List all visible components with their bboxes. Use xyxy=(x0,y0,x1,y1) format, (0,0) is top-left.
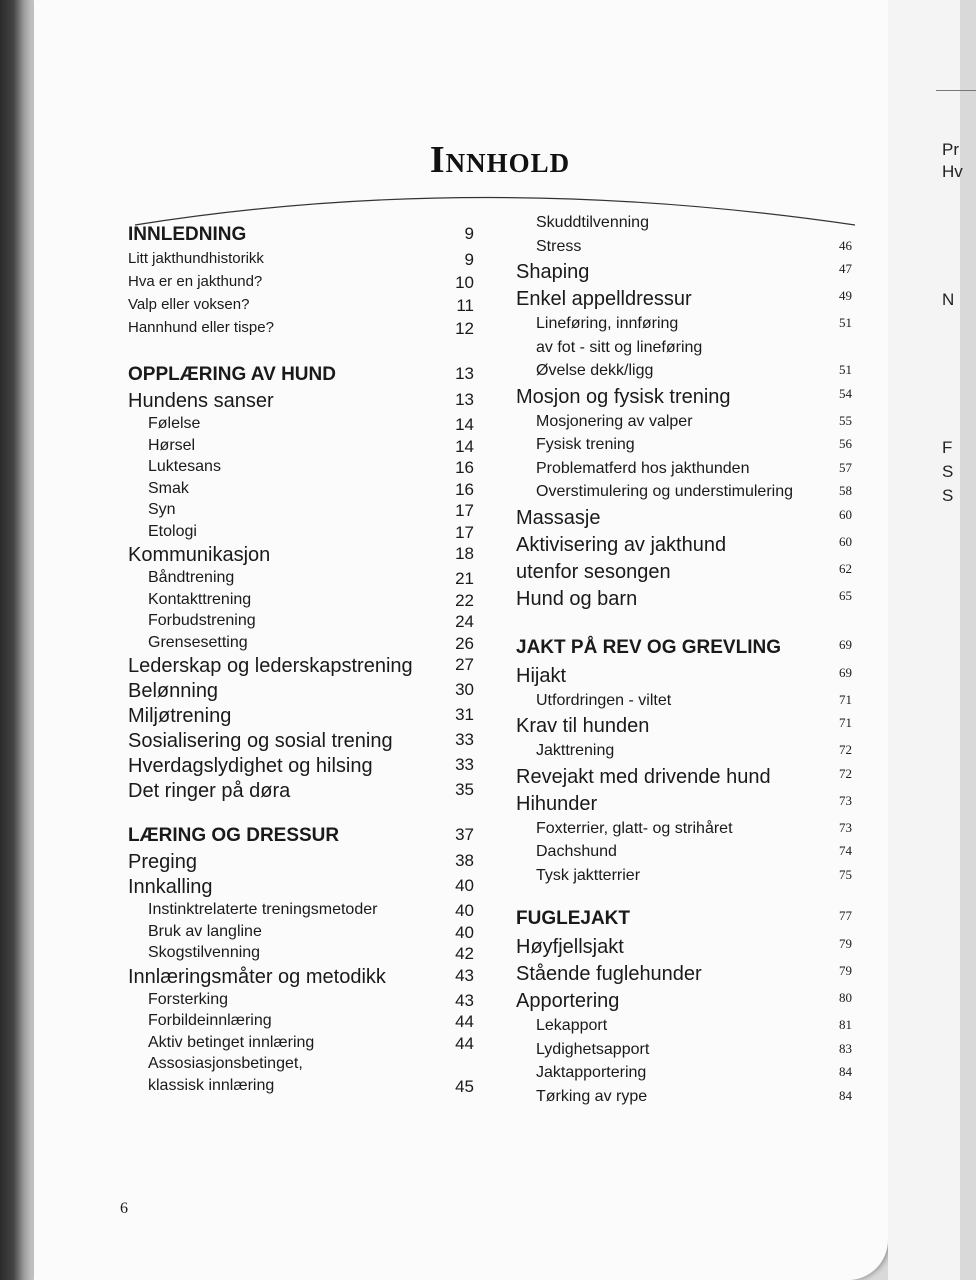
facing-page-fragment: Pr xyxy=(942,140,959,159)
toc-entry-page: 71 xyxy=(839,715,852,730)
toc-entry-page: 13 xyxy=(455,364,474,383)
toc-entry-page: 51 xyxy=(839,362,852,377)
toc-entry-title: Dachshund xyxy=(536,843,617,860)
toc-entry xyxy=(128,480,488,502)
toc-entry-page: 35 xyxy=(455,780,474,799)
toc-entry-page: 38 xyxy=(455,851,474,870)
toc-entry-page: 44 xyxy=(455,1012,474,1031)
toc-entry-page: 62 xyxy=(839,560,852,576)
toc-entry xyxy=(516,1017,861,1041)
toc-entry-title: Enkel appelldressur xyxy=(516,288,692,310)
toc-entry-title: Smak xyxy=(148,479,189,497)
toc-entry xyxy=(516,261,861,288)
toc-entry-title: Jaktapportering xyxy=(536,1064,647,1081)
toc-entry xyxy=(516,867,861,891)
toc-entry-title: INNLEDNING xyxy=(128,224,247,245)
toc-entry xyxy=(128,755,488,780)
toc-right-column xyxy=(516,214,861,1111)
toc-entry-page: 9 xyxy=(464,250,474,269)
toc-entry-title: Sosialisering og sosial trening xyxy=(128,730,393,752)
toc-entry xyxy=(516,386,861,413)
toc-entry-page: 30 xyxy=(455,680,474,699)
toc-entry-title: Forbildeinnlæring xyxy=(148,1012,272,1029)
toc-entry-page: 12 xyxy=(455,319,474,338)
toc-entry xyxy=(128,364,488,390)
toc-entry-title: Problematferd hos jakthunden xyxy=(536,459,750,477)
toc-entry xyxy=(516,715,861,742)
toc-entry xyxy=(128,224,488,250)
toc-entry-page: 49 xyxy=(839,288,852,303)
toc-entry-title: Hundens sanser xyxy=(128,390,274,412)
toc-entry-page: 9 xyxy=(464,224,474,243)
toc-entry-title: Mosjonering av valper xyxy=(536,412,693,430)
toc-entry-title: Grensesetting xyxy=(148,633,248,651)
toc-entry-title: Skuddtilvenning xyxy=(536,214,649,231)
toc-entry xyxy=(516,766,861,793)
toc-entry-page: 43 xyxy=(455,990,474,1010)
toc-entry-page: 83 xyxy=(839,1040,852,1056)
toc-entry-title: Miljøtrening xyxy=(128,705,232,727)
toc-entry-title: klassisk innlæring xyxy=(148,1076,275,1094)
toc-entry-page: 60 xyxy=(839,533,852,549)
toc-entry xyxy=(128,705,488,730)
toc-entry-title: Hva er en jakthund? xyxy=(128,273,263,290)
toc-entry-page: 14 xyxy=(455,436,474,456)
toc-entry-title: Båndtrening xyxy=(148,569,235,586)
toc-entry-page: 81 xyxy=(839,1017,852,1032)
toc-entry xyxy=(128,612,488,634)
toc-entry-title: utenfor sesongen xyxy=(516,560,671,583)
toc-entry-title: Revejakt med drivende hund xyxy=(516,765,771,788)
toc-entry-page: 51 xyxy=(839,315,852,330)
toc-entry-title: Hijakt xyxy=(516,664,567,687)
toc-entry-title: Lydighetsapport xyxy=(536,1040,650,1058)
toc-entry-page: 58 xyxy=(839,483,852,498)
toc-entry xyxy=(128,730,488,755)
toc-entry xyxy=(516,413,861,437)
toc-entry-title: Krav til hunden xyxy=(516,715,650,737)
toc-entry-title: Assosiasjonsbetinget, xyxy=(148,1055,303,1072)
toc-entry xyxy=(128,944,488,966)
toc-entry-title: Innlæringsmåter og metodikk xyxy=(128,965,386,988)
toc-entry xyxy=(516,339,861,363)
toc-entry xyxy=(128,1055,488,1077)
toc-entry-page: 54 xyxy=(839,385,852,401)
toc-entry xyxy=(516,588,861,615)
toc-entry xyxy=(128,655,488,680)
toc-entry-title: Lekapport xyxy=(536,1017,608,1034)
toc-entry-title: Tysk jaktterrier xyxy=(536,866,641,884)
toc-entry xyxy=(128,851,488,876)
toc-entry-title: Instinktrelaterte treningsmetoder xyxy=(148,901,378,918)
toc-entry-page: 72 xyxy=(839,742,852,757)
toc-entry-title: Innkalling xyxy=(128,876,213,898)
toc-entry-page: 73 xyxy=(839,819,852,835)
page-number: 6 xyxy=(120,1200,128,1217)
toc-entry xyxy=(128,591,488,613)
toc-entry-title: Stående fuglehunder xyxy=(516,963,702,985)
toc-entry-page: 10 xyxy=(455,273,474,292)
toc-entry-title: OPPLÆRING AV HUND xyxy=(128,364,336,385)
toc-entry xyxy=(128,390,488,415)
facing-page-rule xyxy=(936,90,976,91)
toc-entry xyxy=(516,315,861,339)
page-title: Innhold xyxy=(429,139,571,181)
toc-entry-page: 56 xyxy=(839,436,852,451)
toc-entry-page: 24 xyxy=(455,612,474,631)
toc-entry-page: 18 xyxy=(455,544,474,563)
toc-entry-page: 33 xyxy=(455,730,474,749)
toc-entry-page: 16 xyxy=(455,458,474,477)
toc-entry-title: Preging xyxy=(128,851,197,873)
toc-entry xyxy=(128,1077,488,1099)
toc-entry xyxy=(128,296,488,319)
toc-entry-title: Hannhund eller tispe? xyxy=(128,319,274,336)
facing-page-fragment: S xyxy=(942,462,954,481)
toc-entry-title: Utfordringen - viltet xyxy=(536,691,672,709)
toc-entry xyxy=(516,843,861,867)
toc-entry xyxy=(516,692,861,716)
toc-entry xyxy=(516,1088,861,1112)
toc-entry xyxy=(516,908,861,936)
toc-entry-title: av fot - sitt og lineføring xyxy=(536,338,703,356)
toc-entry-page: 80 xyxy=(839,990,852,1005)
toc-entry-page: 33 xyxy=(455,755,474,774)
toc-entry-title: Stress xyxy=(536,237,582,255)
toc-entry-title: Det ringer på døra xyxy=(128,780,291,802)
toc-entry-page: 16 xyxy=(455,479,474,499)
toc-entry-page: 79 xyxy=(839,936,852,951)
toc-entry xyxy=(516,460,861,484)
toc-entry xyxy=(516,742,861,766)
toc-entry-page: 43 xyxy=(455,965,474,985)
toc-entry-page: 44 xyxy=(455,1033,474,1053)
toc-entry-title: Foxterrier, glatt- og strihåret xyxy=(536,819,733,837)
toc-entry-page: 37 xyxy=(455,825,474,844)
toc-entry-page: 69 xyxy=(839,664,852,680)
toc-entry-title: Belønning xyxy=(128,680,219,702)
toc-entry-page: 55 xyxy=(839,412,852,428)
toc-entry-page: 84 xyxy=(839,1087,852,1103)
toc-entry-title: Hihunder xyxy=(516,792,598,815)
toc-entry-page: 42 xyxy=(455,944,474,963)
toc-entry xyxy=(516,534,861,561)
facing-page-fragment: S xyxy=(942,486,954,505)
toc-entry-title: Forsterking xyxy=(148,990,229,1008)
toc-entry-page: 22 xyxy=(455,590,474,610)
toc-entry xyxy=(516,820,861,844)
toc-entry-title: Syn xyxy=(148,501,176,518)
toc-entry-title: Jakttrening xyxy=(536,742,615,759)
toc-entry-title: Øvelse dekk/ligg xyxy=(536,362,654,379)
toc-entry xyxy=(516,507,861,534)
toc-entry-title: Valp eller voksen? xyxy=(128,296,250,313)
toc-left-column xyxy=(128,224,488,1098)
toc-entry xyxy=(516,238,861,262)
toc-entry xyxy=(128,273,488,296)
toc-entry xyxy=(128,966,488,991)
toc-entry xyxy=(516,990,861,1017)
toc-entry-page: 75 xyxy=(839,866,852,882)
toc-entry-title: Tørking av rype xyxy=(536,1087,648,1105)
toc-entry xyxy=(128,250,488,273)
toc-entry xyxy=(128,991,488,1013)
toc-entry-page: 65 xyxy=(839,587,852,603)
toc-entry-title: Overstimulering og understimulering xyxy=(536,483,793,500)
toc-entry-page: 77 xyxy=(839,908,852,923)
toc-entry xyxy=(516,1064,861,1088)
toc-entry-title: Apportering xyxy=(516,990,620,1012)
toc-entry xyxy=(516,483,861,507)
toc-entry-title: Shaping xyxy=(516,261,590,283)
toc-entry-title: Aktivisering av jakthund xyxy=(516,533,727,556)
toc-entry-title: Kontakttrening xyxy=(148,590,252,608)
toc-entry-page: 72 xyxy=(839,765,852,781)
toc-entry xyxy=(128,319,488,342)
toc-entry-page: 14 xyxy=(455,415,474,434)
facing-page-edge xyxy=(888,0,963,1280)
toc-entry xyxy=(128,1012,488,1034)
toc-entry xyxy=(128,634,488,656)
facing-page-fragment: Hv xyxy=(942,162,963,181)
toc-entry-page: 17 xyxy=(455,501,474,520)
toc-entry xyxy=(128,780,488,805)
toc-entry xyxy=(516,665,861,692)
toc-entry-page: 46 xyxy=(839,237,852,253)
toc-entry-title: Forbudstrening xyxy=(148,612,256,629)
toc-entry-title: Hund og barn xyxy=(516,587,638,610)
toc-entry xyxy=(516,561,861,588)
toc-entry xyxy=(128,415,488,437)
toc-entry xyxy=(516,637,861,665)
toc-entry xyxy=(128,458,488,480)
toc-entry xyxy=(128,825,488,851)
toc-entry-page: 84 xyxy=(839,1064,852,1079)
toc-entry-page: 73 xyxy=(839,792,852,808)
toc-entry-title: Massasje xyxy=(516,506,601,529)
toc-entry-title: FUGLEJAKT xyxy=(516,908,630,929)
toc-entry xyxy=(128,923,488,945)
toc-entry xyxy=(516,793,861,820)
toc-entry-page: 74 xyxy=(839,843,852,858)
toc-entry-title: Aktiv betinget innlæring xyxy=(148,1033,315,1051)
toc-entry-title: Skogstilvenning xyxy=(148,944,261,961)
toc-entry xyxy=(516,288,861,315)
toc-entry-title: Luktesans xyxy=(148,458,221,475)
toc-entry xyxy=(516,1041,861,1065)
toc-entry-page: 57 xyxy=(839,459,852,475)
facing-page-fragment: F xyxy=(942,438,953,457)
toc-entry-title: Hverdagslydighet og hilsing xyxy=(128,755,373,777)
toc-entry-page: 79 xyxy=(839,963,852,978)
toc-entry-title: Litt jakthundhistorikk xyxy=(128,250,264,267)
toc-entry-title: LÆRING OG DRESSUR xyxy=(128,825,340,846)
toc-entry-page: 69 xyxy=(839,636,852,652)
toc-entry-title: Lederskap og lederskapstrening xyxy=(128,655,413,677)
toc-entry xyxy=(516,214,861,238)
toc-entry-title: Høyfjellsjakt xyxy=(516,936,624,958)
toc-entry xyxy=(128,680,488,705)
facing-page-fragment: N xyxy=(942,290,955,309)
toc-entry xyxy=(128,901,488,923)
toc-entry xyxy=(128,569,488,591)
toc-entry-title: JAKT PÅ REV OG GREVLING xyxy=(516,636,781,658)
toc-entry-title: Fysisk trening xyxy=(536,436,635,453)
toc-entry-page: 11 xyxy=(456,296,474,315)
toc-entry-page: 26 xyxy=(455,633,474,653)
toc-entry xyxy=(128,501,488,523)
toc-entry-page: 40 xyxy=(455,901,474,920)
toc-entry-title: Etologi xyxy=(148,522,197,540)
toc-entry xyxy=(128,1034,488,1056)
toc-entry-page: 45 xyxy=(455,1076,474,1096)
toc-entry xyxy=(128,523,488,545)
toc-entry xyxy=(128,437,488,459)
toc-entry-page: 27 xyxy=(455,655,474,674)
toc-entry-page: 40 xyxy=(455,876,474,895)
toc-entry-title: Hørsel xyxy=(148,436,196,454)
toc-entry-page: 13 xyxy=(455,390,474,409)
toc-entry-page: 17 xyxy=(455,522,474,542)
toc-entry-page: 71 xyxy=(839,691,852,707)
toc-entry xyxy=(516,362,861,386)
toc-entry-page: 31 xyxy=(455,705,474,724)
toc-entry-title: Kommunikasjon xyxy=(128,544,271,566)
toc-entry xyxy=(128,544,488,569)
toc-entry xyxy=(516,963,861,990)
toc-entry-page: 21 xyxy=(455,569,474,588)
toc-entry-page: 60 xyxy=(839,506,852,522)
toc-entry xyxy=(516,936,861,963)
toc-entry-title: Mosjon og fysisk trening xyxy=(516,385,731,408)
book-cover-edge xyxy=(0,0,34,1280)
toc-entry-title: Bruk av langline xyxy=(148,922,262,940)
toc-entry-page: 47 xyxy=(839,261,852,276)
toc-entry xyxy=(516,436,861,460)
toc-entry-title: Følelse xyxy=(148,415,201,432)
toc-entry-title: Lineføring, innføring xyxy=(536,315,679,332)
toc-entry-page: 40 xyxy=(455,922,474,942)
toc-entry xyxy=(128,876,488,901)
